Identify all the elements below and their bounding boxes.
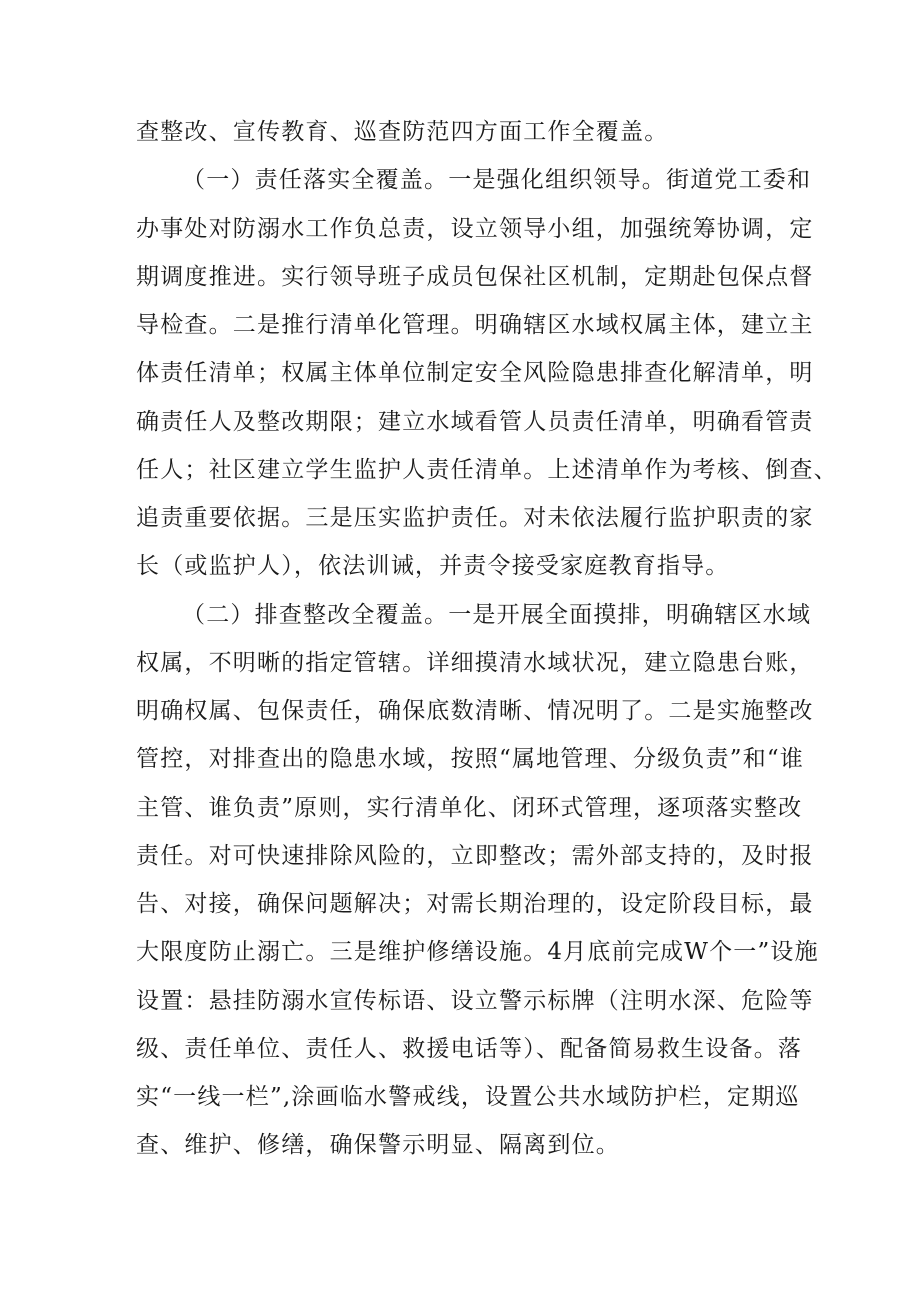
paragraph-first-line: （二）排查整改全覆盖。一是开展全面摸排，明确辖区水域 xyxy=(182,601,812,628)
text-line: 权属，不明晰的指定管辖。详细摸清水域状况，建立隐患台账， xyxy=(136,649,814,676)
document-body xyxy=(136,108,838,1170)
text-line: 设置：悬挂防溺水宣传标语、设立警示标牌（注明水深、危险等 xyxy=(136,987,814,1014)
text-line: 明确权属、包保责任，确保底数清晰、情况明了。二是实施整改 xyxy=(136,698,814,724)
text-line: 任人；社区建立学生监护人责任清单。上述清单作为考核、倒查、 xyxy=(136,456,838,483)
paragraph-first-line: （一）责任落实全覆盖。一是强化组织领导。街道党工委和 xyxy=(182,167,812,194)
text-line: 责任。对可快速排除风险的，立即整改；需外部支持的，及时报 xyxy=(136,842,814,869)
text-line: 导检查。二是推行清单化管理。明确辖区水域权属主体，建立主 xyxy=(136,312,814,338)
text-line: 管控，对排查出的隐患水域，按照“属地管理、分级负责”和“谁 xyxy=(136,746,805,773)
text-line: 告、对接，确保问题解决；对需长期治理的，设定阶段目标，最 xyxy=(136,891,814,917)
text-line: 查、维护、修缮，确保警示明显、隔离到位。 xyxy=(136,1132,620,1159)
text-line: 期调度推进。实行领导班子成员包保社区机制，定期赴包保点督 xyxy=(136,263,814,290)
text-line: 体责任清单；权属主体单位制定安全风险隐患排查化解清单，明 xyxy=(136,360,814,387)
text-line: 大限度防止溺亡。三是维护修缮设施。4月底前完成W个一”设施 xyxy=(136,939,819,966)
text-line: 主管、谁负责”原则，实行清单化、闭环式管理，逐项落实整改 xyxy=(136,794,803,821)
text-line: 级、责任单位、责任人、救援电话等）、配备简易救生设备。落 xyxy=(136,1035,803,1062)
text-line: 长（或监护人），依法训诫，并责令接受家庭教育指导。 xyxy=(136,553,730,580)
text-line: 确责任人及整改期限；建立水域看管人员责任清单，明确看管责 xyxy=(136,408,814,435)
text-line: 查整改、宣传教育、巡查防范四方面工作全覆盖。 xyxy=(136,119,669,145)
text-line: 追责重要依据。三是压实监护责任。对未依法履行监护职责的家 xyxy=(136,505,814,531)
text-line: 实“一线一栏”,涂画临水警戒线，设置公共水域防护栏，定期巡 xyxy=(136,1084,800,1110)
text-line: 办事处对防溺水工作负总责，设立领导小组，加强统筹协调，定 xyxy=(136,215,814,242)
